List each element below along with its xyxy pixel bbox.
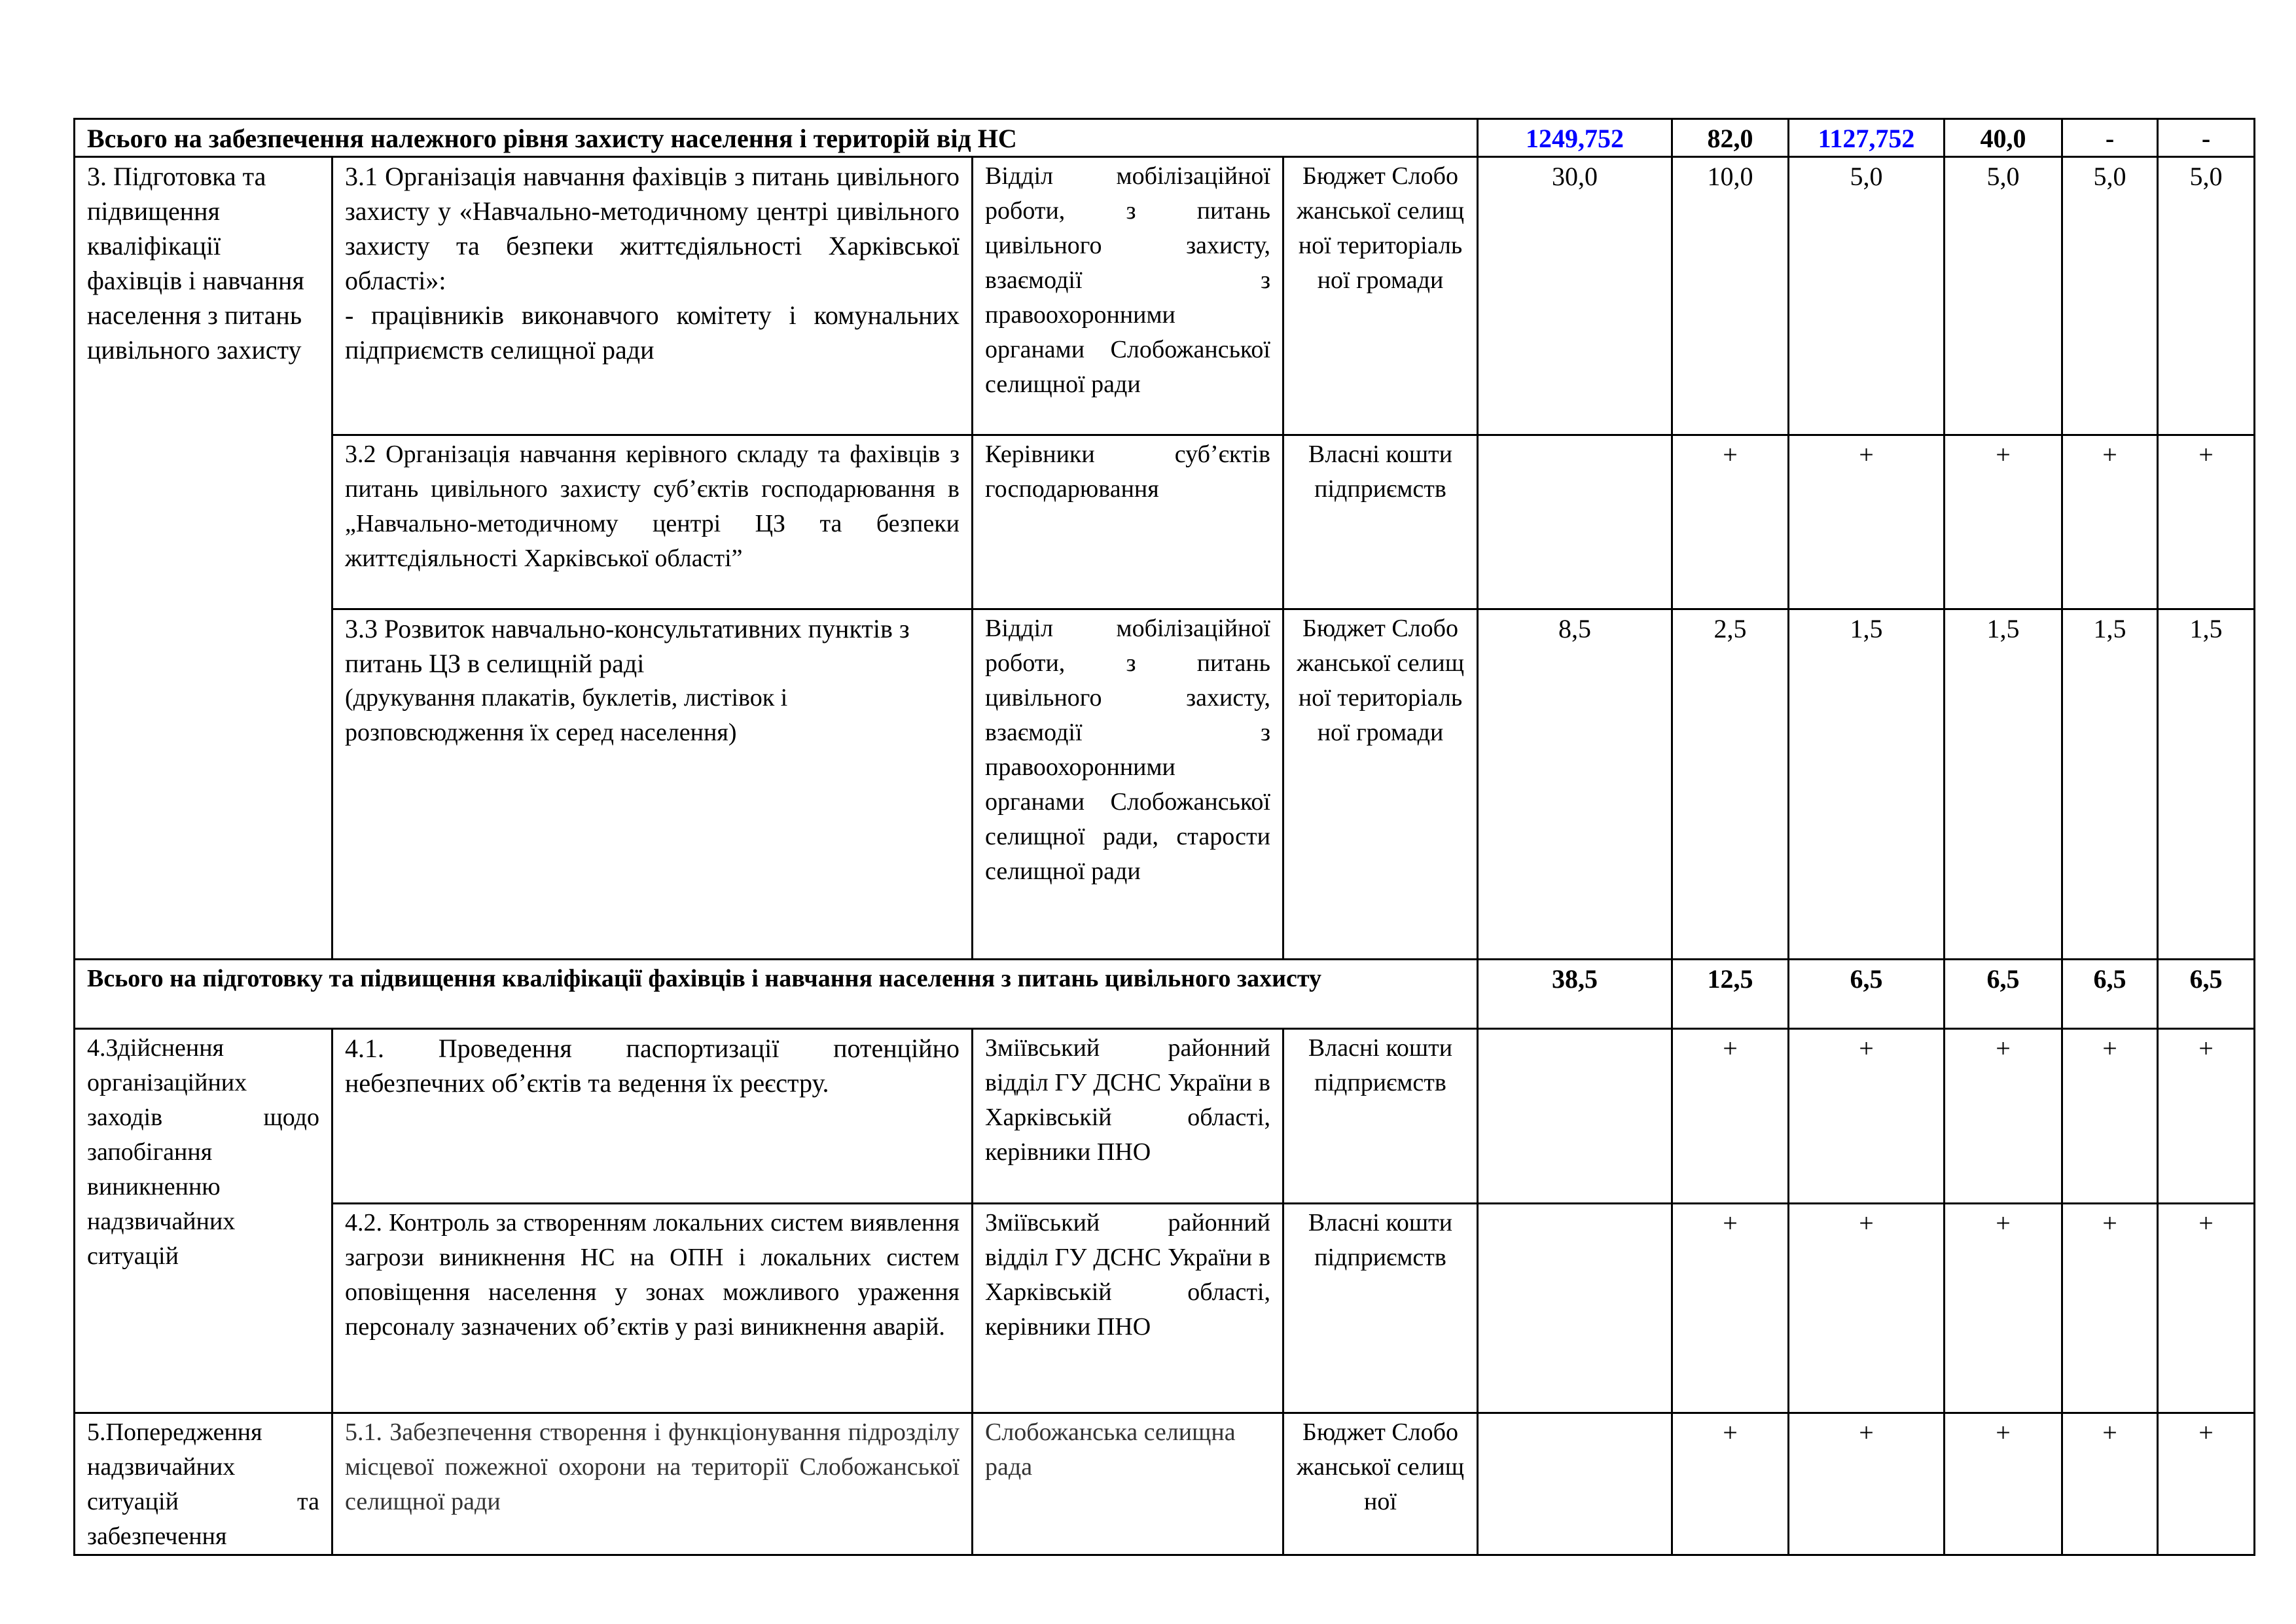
value-cell: - xyxy=(2158,119,2255,157)
value-cell: 10,0 xyxy=(1672,157,1789,435)
value-cell: 1,5 xyxy=(1945,609,2062,960)
value-cell: + xyxy=(2062,435,2158,609)
executor-cell: Керівники суб’єктів господарювання xyxy=(973,435,1283,609)
value-cell: 8,5 xyxy=(1478,609,1672,960)
value-cell: 6,5 xyxy=(1789,960,1945,1029)
value-cell: + xyxy=(1945,1413,2062,1555)
value-cell: 1,5 xyxy=(2062,609,2158,960)
value-cell: 2,5 xyxy=(1672,609,1789,960)
value-cell: + xyxy=(2158,1204,2255,1413)
value-cell: 6,5 xyxy=(2062,960,2158,1029)
value-cell: + xyxy=(2062,1204,2158,1413)
section-title: 3. Підготовка та підвищення кваліфікації фахівців і навчання населення з питань цивільного захисту xyxy=(75,157,332,960)
section-title: 4.Здійснення організаційних заходів щодо запобігання виникненню надзвичайних ситуацій xyxy=(75,1029,332,1413)
program-table xyxy=(73,118,2255,1556)
value-cell: + xyxy=(1945,435,2062,609)
source-cell: Бюджет Слобожанської селищної територіальної громади xyxy=(1283,157,1478,435)
table-row xyxy=(75,609,2255,960)
source-cell: Власні кошти підприємств xyxy=(1283,435,1478,609)
task-cell: 3.2 Організація навчання керівного складу та фахівців з питань цивільного захисту суб’єктів господарювання в „Навчально-методичному центрі ЦЗ та безпеки життєдіяльності Харківської області” xyxy=(332,435,973,609)
executor-cell: Слобожанська селищна рада xyxy=(973,1413,1283,1555)
value-cell: + xyxy=(2062,1413,2158,1555)
task-cell: 4.2. Контроль за створенням локальних систем виявлення загрози виникнення НС на ОПН і локальних систем оповіщення населення у зонах можливого ураження персоналу зазначених об’єктів у разі виникнення аварій. xyxy=(332,1204,973,1413)
table-row xyxy=(75,1029,2255,1204)
value-cell: + xyxy=(1789,435,1945,609)
task-text: 3.1 Організація навчання фахівців з питань цивільного захисту у «Навчально-методичному центрі цивільного захисту та безпеки життєдіяльності Харківської області»: xyxy=(345,162,960,295)
task-text: 3.3 Розвиток навчально-консультативних пунктів з питань ЦЗ в селищній раді xyxy=(345,614,910,678)
table-row xyxy=(75,435,2255,609)
value-cell: 5,0 xyxy=(2158,157,2255,435)
value-cell: + xyxy=(1672,1413,1789,1555)
value-cell: 1,5 xyxy=(2158,609,2255,960)
value-cell: 6,5 xyxy=(2158,960,2255,1029)
task-cell: 4.1. Проведення паспортизації потенційно небезпечних об’єктів та ведення їх реєстру. xyxy=(332,1029,973,1204)
executor-cell: Зміївський районний відділ ГУ ДСНС України в Харківській області, керівники ПНО xyxy=(973,1029,1283,1204)
value-cell: 40,0 xyxy=(1945,119,2062,157)
value-cell xyxy=(1478,1413,1672,1555)
total-row-ns xyxy=(75,119,2255,157)
value-cell: + xyxy=(2158,1029,2255,1204)
value-cell: 12,5 xyxy=(1672,960,1789,1029)
value-cell: + xyxy=(1789,1029,1945,1204)
source-cell: Власні кошти підприємств xyxy=(1283,1204,1478,1413)
task-cell: 5.1. Забезпечення створення і функціонування підрозділу місцевої пожежної охорони на території Слобожанської селищної ради xyxy=(332,1413,973,1555)
executor-cell: Відділ мобілізаційної роботи, з питань цивільного захисту, взаємодії з правоохоронними органами Слобожанської селищної ради, старости селищної ради xyxy=(973,609,1283,960)
task-text: - працівників виконавчого комітету і комунальних підприємств селищної ради xyxy=(345,300,960,365)
source-cell: Бюджет Слобожанської селищної територіальної громади xyxy=(1283,609,1478,960)
task-text: (друкування плакатів, буклетів, листівок і розповсюдження їх серед населення) xyxy=(345,684,788,746)
value-cell: - xyxy=(2062,119,2158,157)
value-cell: 30,0 xyxy=(1478,157,1672,435)
value-cell xyxy=(1478,435,1672,609)
section-title: 5.Попередження надзвичайних ситуацій та забезпечення xyxy=(75,1413,332,1555)
value-cell: + xyxy=(2158,435,2255,609)
value-cell: 1127,752 xyxy=(1789,119,1945,157)
total-label: Всього на підготовку та підвищення кваліфікації фахівців і навчання населення з питань цивільного захисту xyxy=(75,960,1478,1029)
value-cell: 82,0 xyxy=(1672,119,1789,157)
value-cell: + xyxy=(1672,1029,1789,1204)
value-cell: 1249,752 xyxy=(1478,119,1672,157)
value-cell: + xyxy=(1945,1204,2062,1413)
value-cell: + xyxy=(1789,1204,1945,1413)
value-cell: + xyxy=(1945,1029,2062,1204)
table-row xyxy=(75,157,2255,435)
task-cell xyxy=(332,157,973,435)
value-cell: + xyxy=(2158,1413,2255,1555)
value-cell: 38,5 xyxy=(1478,960,1672,1029)
value-cell: 5,0 xyxy=(1789,157,1945,435)
value-cell: 5,0 xyxy=(1945,157,2062,435)
source-cell: Власні кошти підприємств xyxy=(1283,1029,1478,1204)
task-cell xyxy=(332,609,973,960)
table-row xyxy=(75,1204,2255,1413)
executor-cell: Відділ мобілізаційної роботи, з питань цивільного захисту, взаємодії з правоохоронними органами Слобожанської селищної ради xyxy=(973,157,1283,435)
value-cell: + xyxy=(2062,1029,2158,1204)
value-cell xyxy=(1478,1204,1672,1413)
value-cell: 6,5 xyxy=(1945,960,2062,1029)
value-cell: + xyxy=(1672,435,1789,609)
value-cell: 5,0 xyxy=(2062,157,2158,435)
total-row-section3 xyxy=(75,960,2255,1029)
executor-cell: Зміївський районний відділ ГУ ДСНС України в Харківській області, керівники ПНО xyxy=(973,1204,1283,1413)
source-cell: Бюджет Слобожанської селищної xyxy=(1283,1413,1478,1555)
value-cell: 1,5 xyxy=(1789,609,1945,960)
value-cell: + xyxy=(1789,1413,1945,1555)
total-label: Всього на забезпечення належного рівня захисту населення і територій від НС xyxy=(75,119,1478,157)
value-cell: + xyxy=(1672,1204,1789,1413)
value-cell xyxy=(1478,1029,1672,1204)
table-row xyxy=(75,1413,2255,1555)
